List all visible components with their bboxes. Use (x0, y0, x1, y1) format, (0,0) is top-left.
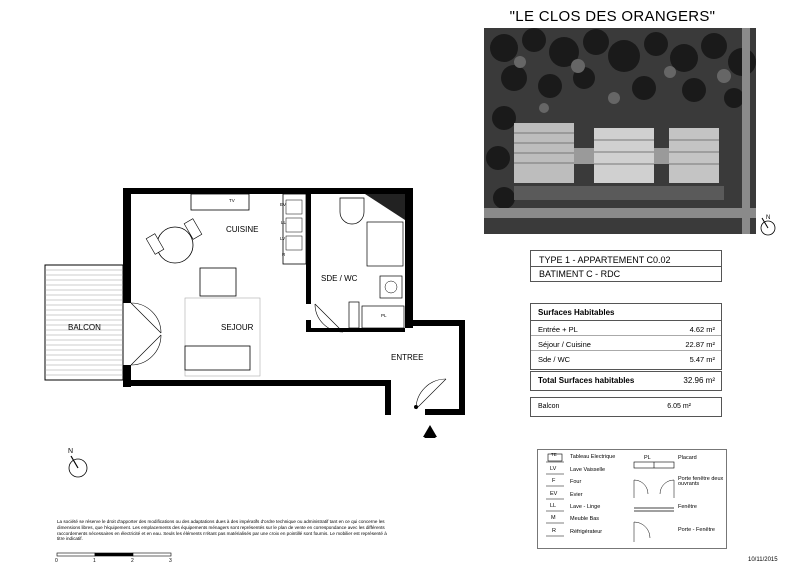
aerial-site-image (484, 28, 756, 234)
surfaces-header: Surfaces Habitables (538, 308, 615, 317)
room-label-sejour: SEJOUR (221, 323, 254, 332)
armchair (200, 268, 236, 296)
room-label-sde: SDE / WC (321, 274, 358, 283)
tv-label: TV (229, 198, 235, 203)
balcony-door (131, 303, 161, 365)
site-north-label: N (766, 215, 771, 221)
legend-symbols (538, 450, 726, 548)
sofa (185, 346, 250, 370)
legend-item: Réfrigérateur (570, 529, 603, 535)
scale-label: 3 (169, 558, 172, 564)
legend-item: Tableau Electrique (570, 454, 616, 460)
legend-item: Placard (678, 455, 697, 461)
balcon-label: Balcon (538, 403, 560, 410)
page-title: "LE CLOS DES ORANGERS" (509, 8, 716, 25)
surfaces-table: Surfaces Habitables Entrée + PL 4.62 m² Séjour / Cuisine 22.87 m² Sde / WC 5.47 m² (530, 303, 722, 370)
tv-unit (191, 194, 249, 210)
disclaimer-text: La société se réserve le droit d'apporter des modifications ou des adaptations dues à des impératifs d'ordre technique ou administratif tant en ce qui concerne les dimensions libres, que l'équipement. Les emplacements des équipements ménagers sont représentés sur le plan de vente en correspondance avec les différents raccordements nécessaires en électricité et en eau. Seuls les éléments n'étant pas matérialisés par une croix en pointillé sont fournis. Le mobilier est représenté à titre indicatif. (57, 519, 387, 542)
legend-item: Meuble Bas (570, 516, 600, 522)
legend-item: Lave - Linge (570, 504, 601, 510)
site-north-icon (758, 212, 778, 238)
lv-label: LV (280, 236, 286, 241)
r-label: R (282, 252, 286, 257)
shower (367, 222, 403, 266)
scale-label: 1 (93, 558, 96, 564)
date-label: 10/11/2015 (748, 557, 778, 563)
plan-north-icon (62, 448, 92, 480)
ll-label: LL (281, 220, 287, 225)
balcon-surface-box (530, 397, 722, 417)
dining-table (157, 227, 193, 263)
apartment-type-box (530, 250, 722, 282)
legend-item: Lave Vaisselle (570, 467, 606, 473)
floor-plan (40, 180, 480, 450)
scale-bar (56, 552, 186, 558)
cabinet (349, 302, 359, 328)
legend-item: Evier (570, 492, 583, 498)
ev-label: EV (280, 202, 287, 207)
legend-box: TE Tableau Electrique LV Lave Vaisselle F Four EV Evier LL Lave - Linge M Meuble Bas R Réfrigérateur PL Placard Porte fenêtre deux ouvrants Fenêtre Porte - Fenêtre (537, 449, 727, 549)
room-label-entree: ENTREE (391, 353, 424, 362)
scale-label: 0 (55, 558, 58, 564)
pl-label: PL (381, 313, 387, 318)
balcon-value: 6.05 m² (667, 403, 691, 410)
total-surfaces-box (530, 371, 722, 391)
washbasin (380, 276, 402, 298)
apartment-type-label: TYPE 1 - APPARTEMENT C0.02 (539, 255, 671, 265)
toilet (340, 198, 364, 224)
building-level-label: BATIMENT C - RDC (539, 269, 621, 279)
entrance-marker-icon (423, 425, 437, 437)
legend-item: Porte fenêtre deux ouvrants (678, 476, 724, 487)
room-label-balcon: BALCON (68, 323, 101, 332)
plan-north-label: N (68, 448, 74, 455)
scale-label: 2 (131, 558, 134, 564)
legend-item: Porte - Fenêtre (678, 527, 715, 533)
room-label-cuisine: CUISINE (226, 225, 259, 234)
aerial-site-photo (484, 28, 756, 234)
bath-corner (365, 194, 405, 220)
legend-item: Four (570, 479, 582, 485)
legend-item: Fenêtre (678, 504, 697, 510)
total-label: Total Surfaces habitables (538, 376, 635, 385)
total-value: 32.96 m² (683, 376, 715, 385)
